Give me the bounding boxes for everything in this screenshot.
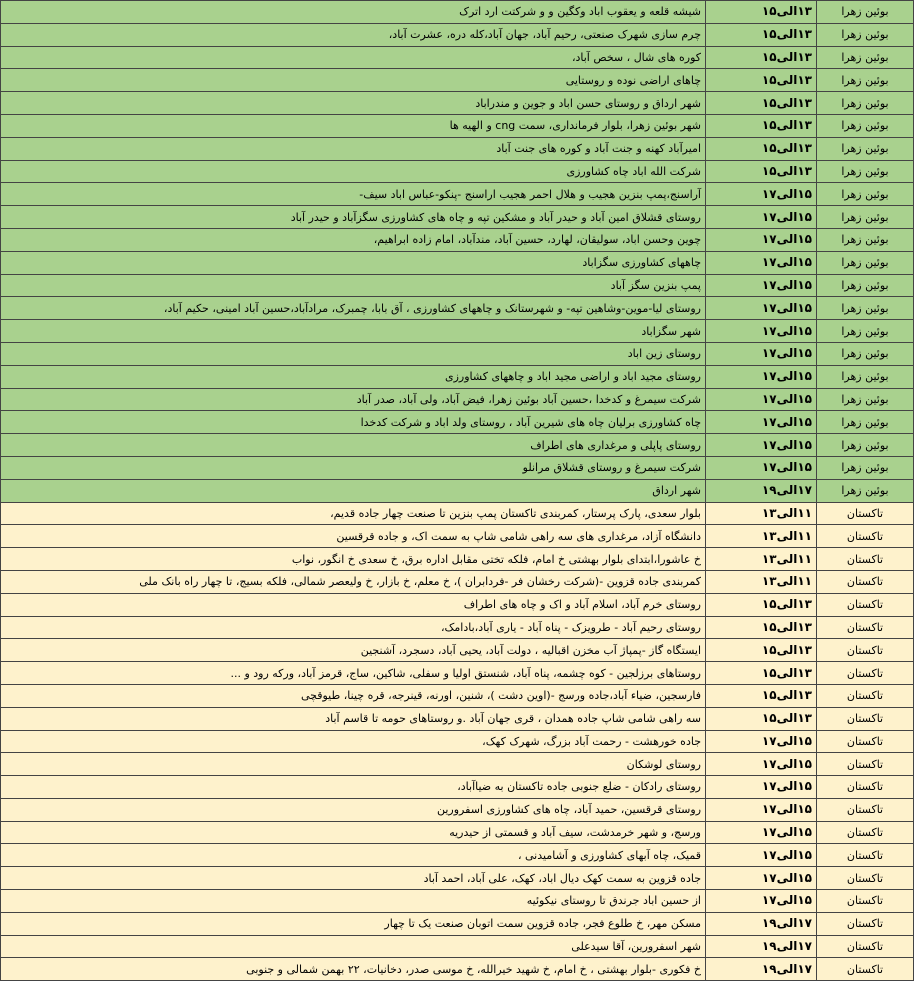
city-cell: تاکستان	[817, 502, 914, 525]
table-row	[1, 548, 914, 571]
time-cell: ۱۵الی۱۷	[706, 228, 817, 251]
table-row	[1, 662, 914, 685]
table-row	[1, 798, 914, 821]
table-row	[1, 479, 914, 502]
table-row	[1, 753, 914, 776]
area-cell: شهر ارداق	[1, 479, 706, 502]
city-cell: بوئین زهرا	[817, 92, 914, 115]
time-cell: ۱۳الی۱۵	[706, 46, 817, 69]
area-cell: جاده خورهشت - رحمت آباد بزرگ، شهرک کهک،	[1, 730, 706, 753]
city-cell: بوئین زهرا	[817, 479, 914, 502]
time-cell: ۱۵الی۱۷	[706, 320, 817, 343]
city-cell: تاکستان	[817, 730, 914, 753]
table-row	[1, 206, 914, 229]
area-cell: چاهای اراضی نوده و روستایی	[1, 69, 706, 92]
city-cell: بوئین زهرا	[817, 46, 914, 69]
time-cell: ۱۳الی۱۵	[706, 160, 817, 183]
city-cell: تاکستان	[817, 684, 914, 707]
time-cell: ۱۱الی۱۳	[706, 548, 817, 571]
table-row	[1, 160, 914, 183]
area-cell: خ عاشورا،ابتدای بلوار بهشتی خ امام، فلکه تختی مقابل اداره برق، خ سعدی خ انگور، نواب	[1, 548, 706, 571]
table-row	[1, 46, 914, 69]
city-cell: تاکستان	[817, 570, 914, 593]
table-row	[1, 890, 914, 913]
area-cell: شهر سگزاباد	[1, 320, 706, 343]
table-row	[1, 776, 914, 799]
area-cell: بلوار سعدی، پارک پرستار، کمربندی تاکستان پمپ بنزین تا صنعت چهار جاده قدیم،	[1, 502, 706, 525]
time-cell: ۱۵الی۱۷	[706, 388, 817, 411]
time-cell: ۱۵الی۱۷	[706, 434, 817, 457]
table-row	[1, 274, 914, 297]
area-cell: روستاهای برزلجین - کوه چشمه، پناه آباد، شنستق اولیا و سفلی، شاکین، ساج، قرمز آباد، ورکه رود و ...	[1, 662, 706, 685]
area-cell: قمیک، چاه آبهای کشاورزی و آشامیدنی ،	[1, 844, 706, 867]
time-cell: ۱۱الی۱۳	[706, 570, 817, 593]
table-row	[1, 92, 914, 115]
area-cell: ورسج، و شهر خرمدشت، سیف آباد و قسمتی از حیدریه	[1, 821, 706, 844]
city-cell: بوئین زهرا	[817, 23, 914, 46]
table-row	[1, 593, 914, 616]
time-cell: ۱۳الی۱۵	[706, 616, 817, 639]
time-cell: ۱۵الی۱۷	[706, 251, 817, 274]
city-cell: تاکستان	[817, 821, 914, 844]
table-row	[1, 958, 914, 981]
time-cell: ۱۷الی۱۹	[706, 479, 817, 502]
time-cell: ۱۳الی۱۵	[706, 114, 817, 137]
city-cell: تاکستان	[817, 593, 914, 616]
area-cell: شیشه قلعه و یعقوب اباد وکگین و و شرکتت ارد اترک	[1, 1, 706, 24]
area-cell: از حسین اباد جرندق تا روستای نیکوئیه	[1, 890, 706, 913]
city-cell: بوئین زهرا	[817, 365, 914, 388]
area-cell: شرکت الله اباد چاه کشاورزی	[1, 160, 706, 183]
city-cell: بوئین زهرا	[817, 1, 914, 24]
time-cell: ۱۳الی۱۵	[706, 137, 817, 160]
table-row	[1, 525, 914, 548]
time-cell: ۱۵الی۱۷	[706, 342, 817, 365]
area-cell: شرکت سیمرغ و کدخدا ،حسین آباد بوئین زهرا، فیض آباد، ولی آباد، صدر آباد	[1, 388, 706, 411]
city-cell: بوئین زهرا	[817, 206, 914, 229]
table-row	[1, 707, 914, 730]
time-cell: ۱۵الی۱۷	[706, 411, 817, 434]
time-cell: ۱۷الی۱۹	[706, 958, 817, 981]
area-cell: چاههای کشاورزی سگزاباد	[1, 251, 706, 274]
table-row	[1, 1, 914, 24]
city-cell: بوئین زهرا	[817, 69, 914, 92]
city-cell: بوئین زهرا	[817, 388, 914, 411]
area-cell: روستای قشلاق امین آباد و حیدر آباد و مشکین تپه و چاه های کشاورزی سگزآباد و حیدر آباد	[1, 206, 706, 229]
time-cell: ۱۳الی۱۵	[706, 684, 817, 707]
city-cell: تاکستان	[817, 912, 914, 935]
city-cell: تاکستان	[817, 958, 914, 981]
city-cell: تاکستان	[817, 890, 914, 913]
table-row	[1, 456, 914, 479]
table-row	[1, 411, 914, 434]
time-cell: ۱۵الی۱۷	[706, 365, 817, 388]
city-cell: بوئین زهرا	[817, 137, 914, 160]
area-cell: آراسنج،پمپ بنزین هجیب و هلال احمر هجیب اراسنج -پنکو-عباس اباد سیف-	[1, 183, 706, 206]
area-cell: خ فکوری -بلوار بهشتی ، خ امام، خ شهید خیرالله، خ موسی صدر، دخانیات، ۲۲ بهمن شمالی و جنوبی	[1, 958, 706, 981]
time-cell: ۱۵الی۱۷	[706, 776, 817, 799]
city-cell: تاکستان	[817, 662, 914, 685]
area-cell: کمربندی جاده قزوین -(شرکت رخشان فر -فردابران )، خ معلم، خ بازار، خ ولیعصر شمالی، فلکه بسیج، تا چهار راه بانک ملی	[1, 570, 706, 593]
area-cell: مسکن مهر، خ طلوع فجر، جاده قزوین سمت اتوبان صنعت یک تا چهار	[1, 912, 706, 935]
table-row	[1, 502, 914, 525]
time-cell: ۱۱الی۱۳	[706, 502, 817, 525]
city-cell: تاکستان	[817, 867, 914, 890]
table-row	[1, 844, 914, 867]
time-cell: ۱۵الی۱۷	[706, 890, 817, 913]
area-cell: شهر اسفرورین، آقا سیدعلی	[1, 935, 706, 958]
table-row	[1, 320, 914, 343]
area-cell: پمپ بنزین سگز آباد	[1, 274, 706, 297]
table-row	[1, 69, 914, 92]
area-cell: سه راهی شامی شاپ جاده همدان ، قری جهان آباد .و روستاهای حومه تا قاسم آباد	[1, 707, 706, 730]
area-cell: چوین وحسن اباد، سولیقان، لهارد، حسین آباد، مندآباد، امام زاده ابراهیم،	[1, 228, 706, 251]
table-row	[1, 935, 914, 958]
table-row	[1, 183, 914, 206]
area-cell: روستای خرم آباد، اسلام آباد و اک و چاه های اطراف	[1, 593, 706, 616]
time-cell: ۱۵الی۱۷	[706, 297, 817, 320]
time-cell: ۱۳الی۱۵	[706, 1, 817, 24]
time-cell: ۱۵الی۱۷	[706, 456, 817, 479]
table-row	[1, 434, 914, 457]
time-cell: ۱۳الی۱۵	[706, 593, 817, 616]
time-cell: ۱۷الی۱۹	[706, 912, 817, 935]
area-cell: امیرآباد کهنه و جنت آباد و کوره های جنت آباد	[1, 137, 706, 160]
city-cell: تاکستان	[817, 776, 914, 799]
area-cell: شرکت سیمرغ و روستای قشلاق مرانلو	[1, 456, 706, 479]
city-cell: بوئین زهرا	[817, 251, 914, 274]
table-row	[1, 867, 914, 890]
table-row	[1, 639, 914, 662]
table-row	[1, 342, 914, 365]
time-cell: ۱۵الی۱۷	[706, 798, 817, 821]
time-cell: ۱۳الی۱۵	[706, 69, 817, 92]
city-cell: بوئین زهرا	[817, 114, 914, 137]
city-cell: تاکستان	[817, 753, 914, 776]
city-cell: بوئین زهرا	[817, 160, 914, 183]
time-cell: ۱۵الی۱۷	[706, 821, 817, 844]
area-cell: چرم سازی شهرک صنعتی، رحیم آباد، جهان آباد،کله دره، عشرت آباد،	[1, 23, 706, 46]
city-cell: بوئین زهرا	[817, 183, 914, 206]
table-row	[1, 228, 914, 251]
time-cell: ۱۳الی۱۵	[706, 92, 817, 115]
time-cell: ۱۵الی۱۷	[706, 206, 817, 229]
table-row	[1, 570, 914, 593]
area-cell: روستای زین اباد	[1, 342, 706, 365]
city-cell: تاکستان	[817, 707, 914, 730]
area-cell: ایستگاه گاز -پمپاژ آب مخزن اقبالیه ، دولت آباد، یحیی آباد، دسجرد، آشنجین	[1, 639, 706, 662]
city-cell: بوئین زهرا	[817, 274, 914, 297]
time-cell: ۱۵الی۱۷	[706, 730, 817, 753]
time-cell: ۱۳الی۱۵	[706, 707, 817, 730]
time-cell: ۱۵الی۱۷	[706, 183, 817, 206]
table-row	[1, 23, 914, 46]
table-body	[1, 1, 914, 981]
time-cell: ۱۵الی۱۷	[706, 867, 817, 890]
time-cell: ۱۵الی۱۷	[706, 274, 817, 297]
area-cell: روستای قرقسین، حمید آباد، چاه های کشاورزی اسفرورین	[1, 798, 706, 821]
area-cell: روستای لوشکان	[1, 753, 706, 776]
city-cell: تاکستان	[817, 798, 914, 821]
table-row	[1, 821, 914, 844]
table-row	[1, 251, 914, 274]
table-row	[1, 137, 914, 160]
time-cell: ۱۳الی۱۵	[706, 662, 817, 685]
area-cell: روستای پاپلی و مرغداری های اطراف	[1, 434, 706, 457]
city-cell: بوئین زهرا	[817, 297, 914, 320]
table-row	[1, 365, 914, 388]
city-cell: تاکستان	[817, 525, 914, 548]
area-cell: جاده قزوین به سمت کهک دیال اباد، کهک، علی آباد، احمد آباد	[1, 867, 706, 890]
city-cell: تاکستان	[817, 548, 914, 571]
city-cell: تاکستان	[817, 616, 914, 639]
time-cell: ۱۱الی۱۳	[706, 525, 817, 548]
table-row	[1, 114, 914, 137]
area-cell: شهر بوئین زهرا، بلوار فرمانداری، سمت cng و الهیه ها	[1, 114, 706, 137]
time-cell: ۱۳الی۱۵	[706, 639, 817, 662]
city-cell: بوئین زهرا	[817, 456, 914, 479]
city-cell: بوئین زهرا	[817, 342, 914, 365]
city-cell: تاکستان	[817, 844, 914, 867]
table-row	[1, 297, 914, 320]
table-row	[1, 912, 914, 935]
area-cell: روستای لیا-موین-وشاهین تپه- و شهرستانک و چاههای کشاورزی ، آق بابا، چمبرک، مرادآباد،حسین آباد امینی، حکیم آباد،	[1, 297, 706, 320]
table-row	[1, 684, 914, 707]
city-cell: تاکستان	[817, 935, 914, 958]
city-cell: بوئین زهرا	[817, 228, 914, 251]
city-cell: بوئین زهرا	[817, 320, 914, 343]
table-row	[1, 616, 914, 639]
time-cell: ۱۳الی۱۵	[706, 23, 817, 46]
area-cell: فارسجین، ضیاء آباد،جاده ورسج -(اوین دشت )، شنین، اورنه، قینرجه، قره چینا، طیوقچی	[1, 684, 706, 707]
area-cell: چاه کشاورزی برلیان چاه های شیرین آباد ، روستای ولد اباد و شرکت کدخدا	[1, 411, 706, 434]
city-cell: بوئین زهرا	[817, 434, 914, 457]
table-row	[1, 388, 914, 411]
area-cell: روستای مجید اباد و اراضی مجید اباد و چاههای کشاورزی	[1, 365, 706, 388]
area-cell: روستای رادکان - ضلع جنوبی جاده تاکستان به ضیاآباد،	[1, 776, 706, 799]
time-cell: ۱۵الی۱۷	[706, 753, 817, 776]
time-cell: ۱۵الی۱۷	[706, 844, 817, 867]
city-cell: بوئین زهرا	[817, 411, 914, 434]
area-cell: دانشگاه آزاد، مرغداری های سه راهی شامی شاپ به سمت اک، و جاده قرقسین	[1, 525, 706, 548]
area-cell: شهر ارداق و روستای حسن اباد و جوین و مندراباد	[1, 92, 706, 115]
area-cell: روستای رحیم آباد - طرویزک - پناه آباد - یاری آباد،بادامک،	[1, 616, 706, 639]
time-cell: ۱۷الی۱۹	[706, 935, 817, 958]
city-cell: تاکستان	[817, 639, 914, 662]
area-cell: کوره های شال ، سخص آباد،	[1, 46, 706, 69]
table-row	[1, 730, 914, 753]
